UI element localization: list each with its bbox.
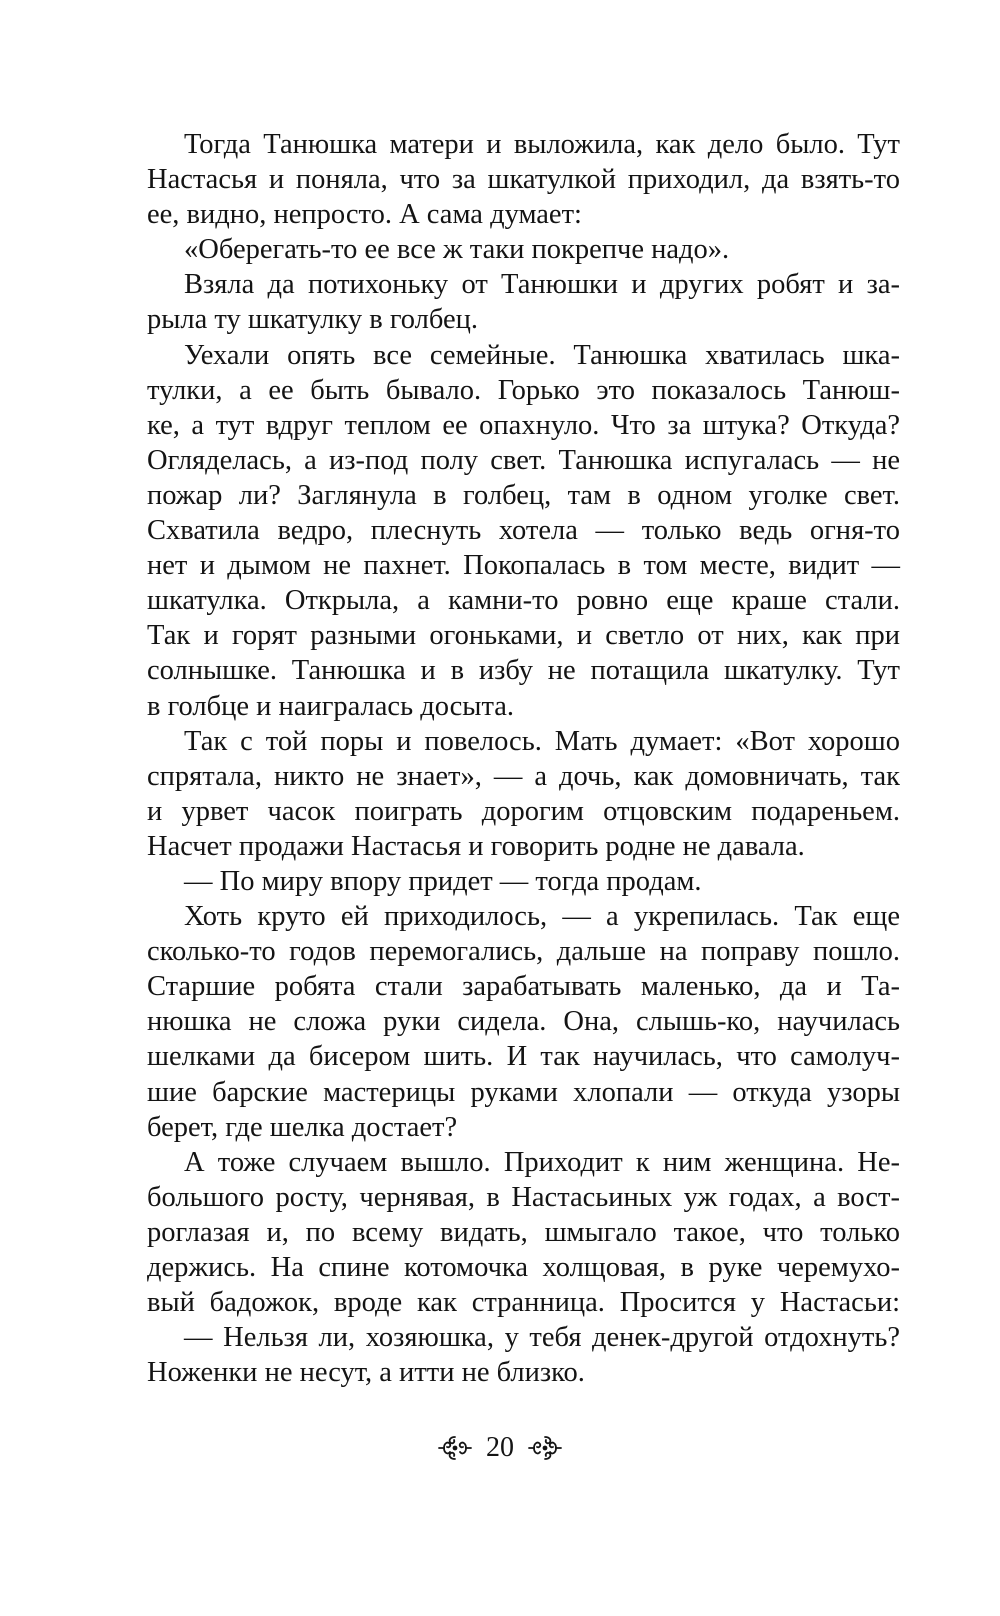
text-line: Схватила ведро, плеснуть хотела — только ведь огня-то — [147, 515, 900, 547]
text-line: Настасья и поняла, что за шкатулкой приходил, да взять-то — [147, 164, 900, 196]
text-line: Взяла да потихоньку от Танюшки и других робят и за- — [184, 269, 900, 301]
text-line: и урвет часок поиграть дорогим отцовским подареньем. — [147, 795, 900, 827]
page-number: 20 — [486, 1432, 514, 1463]
text-line: А тоже случаем вышло. Приходит к ним женщина. Не- — [184, 1146, 900, 1178]
text-line: Так с той поры и повелось. Мать думает: «Вот хорошо — [184, 725, 900, 757]
text-line: ее, видно, непросто. А сама думает: — [147, 199, 582, 231]
text-line: Насчет продажи Настасья и говорить родне не давала. — [147, 830, 805, 862]
text-line: тулки, а ее быть бывало. Горько это показалось Танюш- — [147, 374, 900, 406]
text-line: шелками да бисером шить. И так научилась, что самолуч- — [147, 1041, 900, 1073]
text-line: роглазая и, по всему видать, шмыгало такое, что только — [147, 1216, 900, 1248]
text-line: берет, где шелка достает? — [147, 1111, 458, 1143]
fleuron-left-icon — [438, 1431, 472, 1465]
text-line: большого росту, чернявая, в Настасьиных уж годах, а вост- — [147, 1181, 900, 1213]
text-line: Хоть круто ей приходилось, — а укрепилась. Так еще — [184, 901, 900, 933]
text-line: держись. На спине котомочка холщовая, в руке черемухо- — [147, 1252, 900, 1283]
text-line: ке, а тут вдруг теплом ее опахнуло. Что за штука? Откуда? — [147, 409, 900, 441]
text-line: солнышке. Танюшка и в избу не потащила шкатулку. Тут — [147, 655, 900, 687]
text-line: Старшие робята стали зарабатывать маленько, да и Та- — [147, 971, 900, 1003]
text-line: нюшка не сложа руки сидела. Она, слышь-ко, научилась — [147, 1006, 900, 1038]
body-text — [147, 127, 900, 1390]
text-line: нет и дымом не пахнет. Покопалась в том месте, видит — — [147, 550, 900, 582]
text-line: пожар ли? Заглянула в голбец, там в одном уголке свет. — [147, 479, 900, 511]
text-line: рыла ту шкатулку в голбец. — [147, 304, 479, 336]
text-line: шкатулка. Открыла, а камни-то ровно еще краше стали. — [147, 585, 900, 617]
text-line: Уехали опять все семейные. Танюшка хватилась шка- — [184, 339, 900, 371]
page-footer — [0, 1428, 1000, 1468]
text-line: шие барские мастерицы руками хлопали — откуда узоры — [147, 1076, 900, 1108]
text-line: Так и горят разными огоньками, и светло от них, как при — [147, 620, 900, 652]
text-line: — По миру впору придет — тогда продам. — [184, 865, 702, 897]
text-line: в голбце и наигралась досыта. — [147, 690, 515, 722]
text-line: вый бадожок, вроде как странница. Просится у Настасьи: — [147, 1287, 900, 1319]
text-line: — Нельзя ли, хозяюшка, у тебя денек-другой отдохнуть? — [184, 1322, 900, 1354]
text-line: сколько-то годов перемогались, дальше на поправу пошло. — [147, 936, 900, 968]
fleuron-right-icon — [528, 1431, 562, 1465]
text-line: Ноженки не несут, а итти не близко. — [147, 1357, 585, 1389]
text-line: «Оберегать-то ее все ж таки покрепче надо». — [184, 234, 730, 266]
text-line: Тогда Танюшка матери и выложила, как дело было. Тут — [184, 129, 900, 160]
text-line: Огляделась, а из-под полу свет. Танюшка испугалась — не — [147, 444, 900, 476]
text-line: спрятала, никто не знает», — а дочь, как домовничать, так — [147, 760, 900, 792]
